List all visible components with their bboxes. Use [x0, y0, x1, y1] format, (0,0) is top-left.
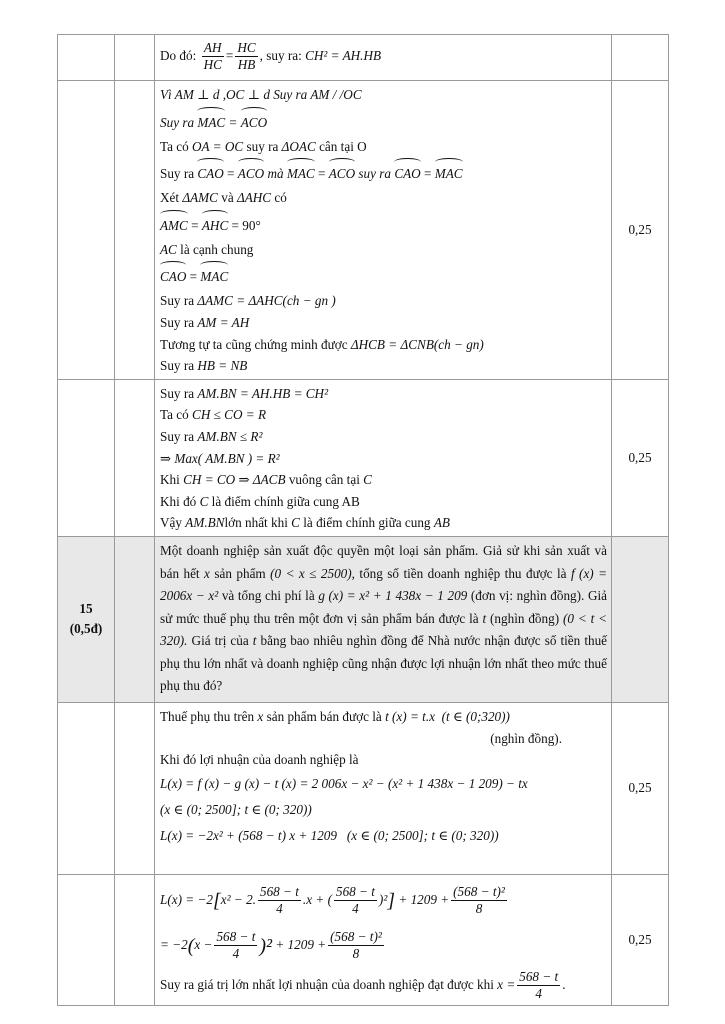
text-line: Thuế phụ thu trên x sản phẩm bán được là t (x) = t.x (t ∈ (0;320)) — [160, 708, 510, 724]
text-line: Tương tự ta cũng chứng minh được ΔHCB = ΔCNB(ch − gn) — [160, 336, 484, 352]
question-cell — [58, 702, 115, 874]
text-line: Khi CH = CO ⇒ ΔACB vuông cân tại C — [160, 472, 372, 488]
problem-cell — [155, 536, 612, 702]
score-cell: 0,25 — [612, 379, 669, 536]
table-row — [58, 874, 669, 1005]
score-cell — [612, 536, 669, 702]
text-line: Khi đó C là điểm chính giữa cung AB — [160, 493, 360, 509]
text-line: AC là cạnh chung — [160, 241, 254, 257]
text-line: Suy ra HB = NB — [160, 358, 248, 374]
content-cell — [155, 874, 612, 1005]
sub-cell — [115, 536, 155, 702]
text-line: ⇒ Max( AM.BN ) = R² — [160, 450, 280, 466]
text: Do đó: — [160, 48, 197, 63]
text-line: Suy ra AM.BN ≤ R² — [160, 428, 263, 444]
angle: ACO — [241, 106, 267, 136]
sub-cell — [115, 81, 155, 380]
equals: = — [225, 48, 234, 63]
text-line: Ta có CH ≤ CO = R — [160, 407, 267, 423]
formula-line: = −2(x − $\frac{568 - t}{4}$ )² + 1209 + $\frac{\text{(568 − t)²}}{8}$ — [160, 928, 382, 962]
content-cell — [155, 81, 612, 380]
text-line: Suy ra MAC = ACO — [160, 106, 607, 136]
text-line: Suy ra AM.BN = AH.HB = CH² — [160, 385, 329, 401]
text-line: Xét ΔAMC và ΔAHC có — [160, 190, 287, 206]
text-line: Vì AM ⊥ d ,OC ⊥ d Suy ra AM / /OC — [160, 87, 362, 102]
question-cell — [58, 536, 115, 702]
table-row — [58, 35, 669, 81]
text-line: Vậy AM.BNlớn nhất khi C là điểm chính giữa cung AB — [160, 515, 450, 531]
fraction: $\frac{HC}{HB}$ — [237, 39, 256, 73]
text-line: Ta có OA = OC suy ra ΔOAC cân tại O — [160, 138, 367, 154]
question-number: 15 — [79, 601, 93, 617]
table-row — [58, 81, 669, 380]
content-cell — [155, 35, 612, 81]
table-row — [58, 536, 669, 702]
text: , suy ra: — [259, 48, 302, 63]
text-line: L(x) = −2x² + (568 − t) x + 1209 (x ∈ (0; 2500]; t ∈ (0; 320)) — [160, 827, 499, 843]
solution-table — [57, 34, 669, 1006]
sub-cell — [115, 702, 155, 874]
text-line: Suy ra giá trị lớn nhất lợi nhuận của doanh nghiệp đạt được khi x = $\frac{568 - t}{4}$ . — [160, 968, 566, 1002]
text-line: (nghìn đồng). — [490, 730, 562, 746]
question-points: (0,5đ) — [69, 621, 103, 637]
score-cell: 0,25 — [612, 702, 669, 874]
table-row — [58, 379, 669, 536]
sub-cell — [115, 35, 155, 81]
question-cell — [58, 81, 115, 380]
question-cell — [58, 35, 115, 81]
fraction: $\frac{AH}{HC}$ — [203, 39, 222, 73]
angle: MAC — [197, 106, 225, 136]
question-cell — [58, 874, 115, 1005]
text-line: Suy ra ΔAMC = ΔAHC(ch − gn ) — [160, 293, 336, 309]
text-line: Suy ra AM = AH — [160, 314, 250, 330]
score-cell: 0,25 — [612, 874, 669, 1005]
text-line: Khi đó lợi nhuận của doanh nghiệp là — [160, 752, 359, 768]
text-line: CAO = MAC — [160, 260, 607, 290]
text-line: (x ∈ (0; 2500]; t ∈ (0; 320)) — [160, 801, 312, 817]
formula-line: L(x) = −2[x² − 2. $\frac{568 - t}{4}$ .x + ( $\frac{568 - t}{4}$ )²] + 1209 + $\frac{\text{(568 − t)²}}{8}$ — [160, 883, 505, 917]
formula: CH² = AH.HB — [305, 48, 382, 63]
sub-cell — [115, 379, 155, 536]
score-cell: 0,25 — [612, 81, 669, 380]
score-cell — [612, 35, 669, 81]
problem-text: Một doanh nghiệp sản xuất độc quyền một loại sản phẩm. Giả sử khi sản xuất và bán hết x sản phẩm (0 < x ≤ 2500), tổng số tiền doanh nghiệp thu được là f (x) = 2006x − x² và tổng chi phí là g (x) = x² + 1 438x − 1 209 (đơn vị: nghìn đồng). Giả sử mức thuế phụ thu trên một đơn vị sản phẩm bán được là t (nghìn đồng) (0 < t < 320). Giá trị của t bằng bao nhiêu nghìn đồng để Nhà nước nhận được số tiền thuế phụ thu lớn nhất và doanh nghiệp cũng nhận được lợi nhuận lớn nhất theo mức thuế phụ thu đó? — [160, 542, 608, 694]
table-row — [58, 702, 669, 874]
text-line: Suy ra CAO = ACO mà MAC = ACO suy ra CAO = MAC — [160, 157, 607, 187]
text-line: AMC = AHC = 90° — [160, 209, 607, 239]
content-cell — [155, 379, 612, 536]
sub-cell — [115, 874, 155, 1005]
content-cell — [155, 702, 612, 874]
text-line: L(x) = f (x) − g (x) − t (x) = 2 006x − x² − (x² + 1 438x − 1 209) − tx — [160, 775, 528, 791]
question-cell — [58, 379, 115, 536]
